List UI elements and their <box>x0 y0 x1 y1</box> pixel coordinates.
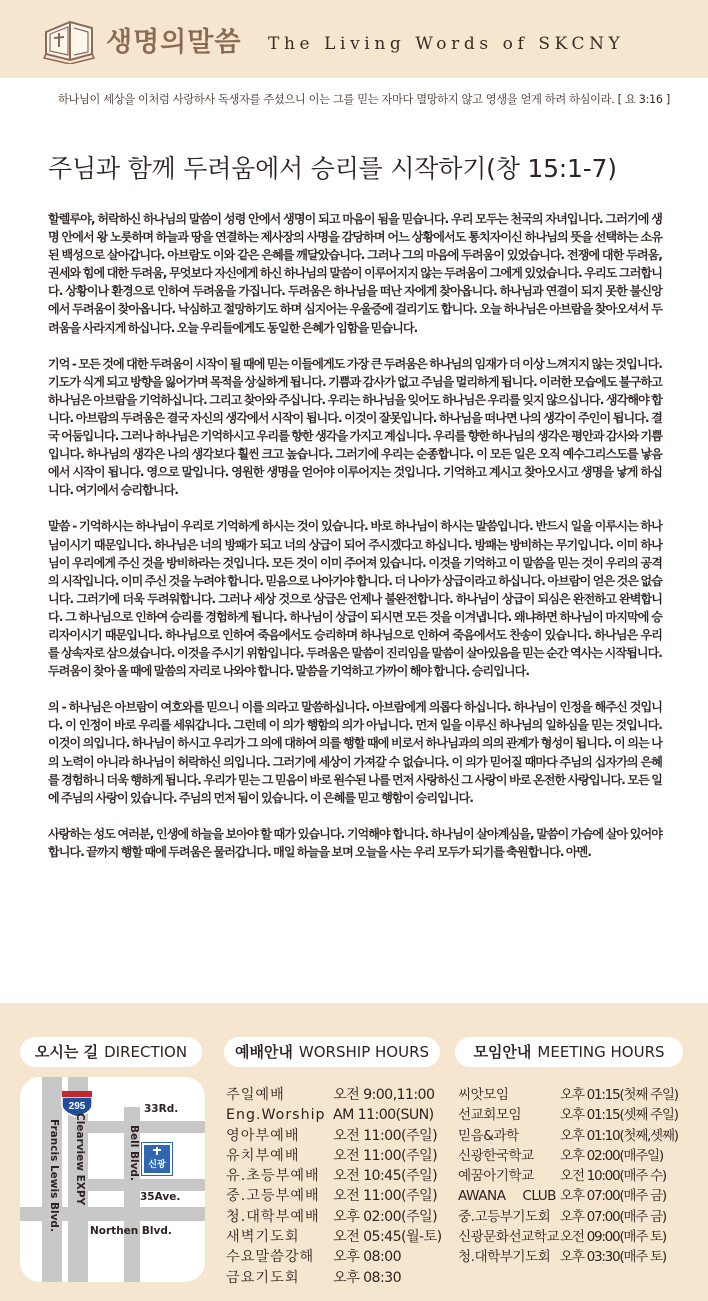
key-verse: 하나님이 세상을 이처럼 사랑하사 독생자를 주셨으니 이는 그를 믿는 자마다 멸망하지 않고 영생을 얻게 하려 하심이라. [ 요 3:16 ] <box>57 93 670 106</box>
meeting-name: 씨앗모임 <box>458 1087 509 1103</box>
worship-time: 오전 11:00(주일) <box>333 1127 438 1144</box>
meeting-row <box>458 1105 678 1125</box>
meeting-time: 오후 01:15(첫째 주일) <box>560 1087 678 1103</box>
meeting-name: 청.대학부기도회 <box>458 1249 551 1266</box>
info-footer <box>0 1003 708 1301</box>
meeting-name: 믿음&과학 <box>458 1127 519 1144</box>
worship-row <box>226 1126 442 1146</box>
meeting-row <box>458 1146 678 1166</box>
sermon-paragraph: 말씀 - 기억하시는 하나님이 우리로 기억하게 하시는 것이 있습니다. 바로 하나님이 하시는 말씀입니다. 반드시 일을 이루시는 하나님이시기 때문입니다. 하나님은 너의 방패가 되고 너의 상급이 되어 주시겠다고 하십니다. 방패는 방비하는 무기입니다. 이미 하나님이 우리에게 주신 것을 방비하라는 것입니다. 모든 것이 이미 주어져 있습니다. 이것을 기억하고 이 말씀을 믿는 것이 우리의 공격의 시작입니다. 이미 주신 것을 누려야 합니다. 믿음으로 나아가야 합니다. 더 나아가 상급이라고 하십니다. 아브람이 얻은 것은 없습니다. 그러기에 더욱 두려워합니다. 그러나 세상 것으로 상급은 언제나 불완전합니다. 하나님이 상급이 되심은 완전하고 완벽합니다. 그 하나님으로 인하여 승리를 경험하게 됩니다. 하나님이 상급이 되시면 모든 것을 이겨냅니다. 왜냐하면 하나님이 마지막에 승리자이시기 때문입니다. 하나님으로 인하여 죽음에서도 승리하며 하나님으로 인하여 죽음에서도 찬송이 있습니다. 하나님은 우리를 상속자로 삼으셨습니다. 이것을 주시기 위함입니다. 두려움은 말씀이 진리임을 말씀이 살아있음을 믿는 순간 역사는 시작됩니다. 두려움이 찾아 올 때에 말씀의 자리로 나와야 합니다. 말씀을 기억하고 가까이 해야 합니다. 승리입니다. <box>48 519 662 679</box>
meeting-row <box>458 1227 678 1247</box>
worship-time: AM 11:00(SUN) <box>333 1107 434 1124</box>
meeting-time: 오전 10:00(매주 수) <box>560 1168 666 1185</box>
sermon-paragraph: 할렐루야, 허락하신 하나님의 말씀이 성령 안에서 생명이 되고 마음이 됨을 믿습니다. 우리 모두는 천국의 자녀입니다. 그러기에 생명 안에서 왕 노릇하며 하늘과 땅을 연결하는 제사장의 사명을 감당하며 어느 상황에서도 통치자이신 하나님의 뜻을 선택하는 소유된 백성으로 살아갑니다. 아브람도 이와 같은 은혜를 깨달았습니다. 그러나 그의 마음에 두려움이 있었습니다. 전쟁에 대한 두려움, 권세와 힘에 대한 두려움, 무엇보다 자신에게 하신 하나님의 말씀이 이루어지지 않는 두려움이 그에게 있었습니다. 우리도 그러합니다. 상황이나 환경으로 인하여 두려움을 가집니다. 두려움은 하나님을 떠난 자에게 찾아옵니다. 하나님과 연결이 되지 못한 불신앙에서 두려움이 찾아옵니다. 낙심하고 절망하기도 하며 심지어는 우울증에 걸리기도 합니다. 오늘 하나님은 아브람을 찾아오셔서 두려움을 사라지게 하십니다. 오늘 우리들에게도 동일한 은혜가 임함을 믿습니다. <box>48 212 662 335</box>
road-35ave <box>88 1179 205 1191</box>
label-bell-blvd: Bell Blvd. <box>128 1125 140 1181</box>
worship-schedule <box>226 1085 442 1288</box>
label-northen: Northen Blvd. <box>90 1225 172 1237</box>
worship-time: 오전 11:00(주일) <box>333 1188 438 1205</box>
worship-row <box>226 1166 442 1186</box>
worship-name: 금요기도회 <box>226 1269 300 1286</box>
sermon-title: 주님과 함께 두려움에서 승리를 시작하기(창 15:1-7) <box>48 154 617 183</box>
bible-icon <box>40 14 98 64</box>
meeting-row <box>458 1085 678 1105</box>
meeting-label-en: MEETING HOURS <box>537 1043 665 1061</box>
worship-time: 오전 11:00(주일) <box>333 1147 438 1164</box>
direction-heading <box>20 1037 202 1067</box>
sermon-paragraph: 의 - 하나님은 아브람이 여호와를 믿으니 이를 의라고 말씀하십니다. 아브람에게 의롭다 하십니다. 하나님이 인정을 해주신 것입니다. 이 인정이 바로 우리를 세워갑니다. 그런데 이 의가 행함의 의가 아닙니다. 먼저 일을 이루신 하나님의 일하심을 믿는 것입니다. 이것이 의입니다. 하나님이 하시고 우리가 그 의에 대하여 의를 행할 때에 비로서 하나님과의 의의 관계가 형성이 됩니다. 이 의는 나의 노력이 아니라 하나님이 허락하신 의입니다. 그러기에 세상이 가져갈 수 없습니다. 이 의가 믿어질 때마다 주님의 십자가의 은혜를 경험하니 더욱 행하게 됩니다. 우리가 믿는 그 믿음이 바로 원수된 나를 먼저 사랑하신 그 사랑이 바로 온전한 사랑입니다. 모든 일에 주님의 사랑이 있습니다. 주님의 먼저 됨이 있습니다. 이 은혜를 믿고 행함이 승리입니다. <box>48 700 662 805</box>
meeting-name: 신광한국학교 <box>458 1147 534 1164</box>
sermon-section <box>0 123 708 1003</box>
label-35ave: 35Ave. <box>140 1191 181 1203</box>
worship-name: 새벽기도회 <box>226 1229 300 1246</box>
worship-time: 오후 08:30 <box>333 1269 402 1286</box>
worship-row <box>226 1105 442 1125</box>
worship-name: Eng.Worship <box>226 1107 326 1124</box>
worship-name: 유.초등부예배 <box>226 1168 320 1185</box>
meeting-time: 오후 01:15(셋째 주일) <box>560 1107 678 1124</box>
meeting-row <box>458 1247 678 1267</box>
meeting-name: 선교회모임 <box>458 1107 522 1124</box>
meeting-row <box>458 1166 678 1186</box>
worship-row <box>226 1186 442 1206</box>
worship-time: 오전 05:45(월-토) <box>333 1229 442 1246</box>
worship-time: 오후 02:00(주일) <box>333 1208 438 1225</box>
worship-name: 청.대학부예배 <box>226 1208 320 1225</box>
worship-name: 영아부예배 <box>226 1127 300 1144</box>
meeting-time: 오전 09:00(매주 토) <box>560 1229 666 1246</box>
meeting-name: 예꿈아기학교 <box>458 1168 534 1185</box>
church-marker-label: 신광 <box>148 1160 166 1170</box>
meeting-time: 오후 02:00(매주일) <box>560 1147 663 1164</box>
road-33rd <box>88 1121 205 1133</box>
worship-row <box>226 1146 442 1166</box>
meeting-time: 오후 01:10(첫째,셋째) <box>560 1127 678 1144</box>
worship-heading <box>224 1037 440 1067</box>
worship-row <box>226 1227 442 1247</box>
meeting-name: 신광문화선교학교 <box>458 1229 560 1246</box>
direction-label-en: DIRECTION <box>104 1043 188 1061</box>
meeting-name: 중.고등부기도회 <box>458 1208 551 1225</box>
worship-label-en: WORSHIP HOURS <box>298 1043 430 1061</box>
worship-time: 오전 10:45(주일) <box>333 1168 438 1185</box>
verse-band <box>0 78 708 123</box>
meeting-row <box>458 1126 678 1146</box>
meeting-row <box>458 1207 678 1227</box>
direction-map <box>20 1077 205 1282</box>
label-francis-lewis: Francis Lewis Blvd. <box>48 1119 60 1232</box>
meeting-time: 오후 03:30(매주 토) <box>560 1249 666 1266</box>
sermon-body <box>48 210 662 879</box>
header <box>0 0 708 78</box>
worship-time: 오전 9:00,11:00 <box>333 1087 435 1103</box>
worship-row <box>226 1247 442 1267</box>
meeting-schedule <box>458 1085 678 1268</box>
worship-row <box>226 1085 442 1105</box>
worship-name: 중.고등부예배 <box>226 1188 320 1205</box>
route-shield-number: 295 <box>68 1101 86 1112</box>
meeting-time: 오후 07:00(매주 금) <box>560 1188 666 1205</box>
sermon-paragraph: 기억 - 모든 것에 대한 두려움이 시작이 될 때에 믿는 이들에게도 가장 큰 두려움은 하나님의 임재가 더 이상 느껴지지 않는 것입니다. 기도가 식게 되고 방향을 잃어가며 목적을 상실하게 됩니다. 기쁨과 감사가 없고 주님을 멀리하게 됩니다. 이러한 모습에도 불구하고 하나님은 아브람을 기억하십니다. 그리고 찾아와 주십니다. 우리는 하나님을 잊어도 하나님은 우리를 잊지 않으십니다. 생각해야 합니다. 아브람의 두려움은 결국 자신의 생각에서 시작이 됩니다. 이것이 잘못입니다. 하나님을 떠나면 나의 생각이 주인이 됩니다. 결국 어둠입니다. 그러나 하나님은 기억하시고 우리를 향한 생각을 가지고 계십니다. 우리를 향한 하나님의 생각은 평안과 감사와 기쁨입니다. 하나님의 생각은 나의 생각보다 훨씬 크고 높습니다. 그러기에 우리는 순종합니다. 이 모든 일은 오직 예수그리스도를 낳음에서 시작이 됩니다. 영으로 말입니다. 영원한 생명을 얻어야 이루어지는 것입니다. 기억하고 계시고 찾아오시고 생명을 낳게 하십니다. 여기에서 승리합니다. <box>48 356 662 498</box>
logo-title: 생명의말씀 <box>106 27 242 58</box>
label-clearview: Clearview EXPY <box>74 1113 86 1206</box>
worship-name: 유치부예배 <box>226 1147 300 1164</box>
sermon-paragraph: 사랑하는 성도 여러분, 인생에 하늘을 보아야 할 때가 있습니다. 기억해야 합니다. 하나님이 살아계심을, 말씀이 가슴에 살아 있어야 합니다. 끝까지 행할 때에 두려움은 물러갑니다. 매일 하늘을 보며 오늘을 사는 우리 모두가 되기를 축원합니다. 아멘. <box>48 826 662 859</box>
meeting-time: 오후 07:00(매주 금) <box>560 1208 666 1225</box>
meeting-label-ko: 모임안내 <box>473 1043 532 1061</box>
worship-name: 주일예배 <box>226 1087 285 1103</box>
logo-subtitle: The Living Words of SKCNY <box>268 34 625 54</box>
meeting-row <box>458 1186 678 1206</box>
worship-row <box>226 1268 442 1288</box>
worship-name: 수요말씀강해 <box>226 1249 315 1266</box>
meeting-heading <box>455 1037 683 1067</box>
worship-row <box>226 1207 442 1227</box>
worship-label-ko: 예배안내 <box>234 1043 293 1061</box>
meeting-name: AWANA CLUB <box>458 1188 556 1205</box>
church-marker-icon <box>142 1143 172 1175</box>
worship-time: 오후 08:00 <box>333 1249 402 1266</box>
label-33rd: 33Rd. <box>144 1103 179 1115</box>
direction-label-ko: 오시는 길 <box>34 1043 99 1061</box>
